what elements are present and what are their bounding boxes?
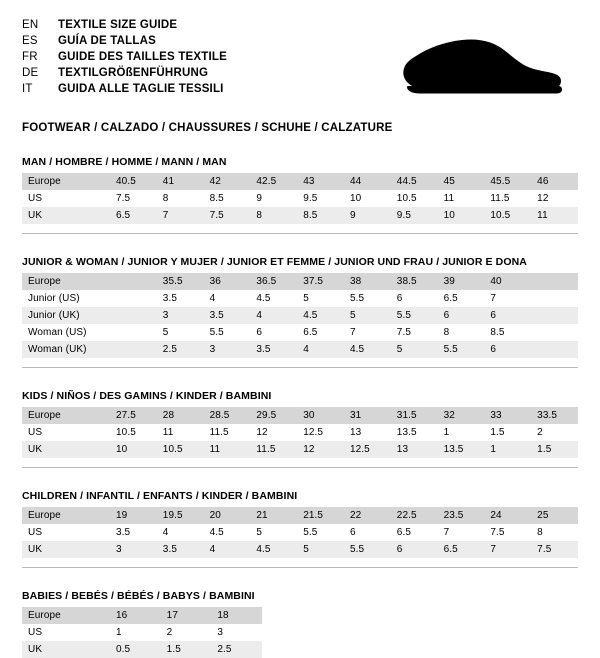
size-cell: 8 — [537, 527, 543, 538]
size-cell: 8.5 — [297, 207, 344, 224]
size-cell: 46 — [531, 173, 578, 190]
row-label: Europe — [22, 173, 110, 190]
language-title: TEXTILGRÖßENFÜHRUNG — [58, 67, 209, 79]
size-cell: 7 — [490, 293, 497, 304]
table-row — [22, 341, 578, 358]
row-label: UK — [22, 207, 110, 224]
table-row — [22, 641, 262, 658]
language-code: ES — [22, 35, 38, 47]
size-cell: 11 — [531, 207, 578, 224]
size-cell: 8 — [443, 327, 450, 338]
size-cell: 8.5 — [490, 327, 505, 338]
size-cell: 9.5 — [391, 207, 438, 224]
size-cell: 35.5 — [157, 273, 204, 290]
size-cell: 13 — [391, 441, 438, 458]
size-cell: 21.5 — [297, 507, 344, 524]
size-cell: 40.5 — [110, 173, 157, 190]
size-cell: 3 — [110, 541, 157, 558]
size-cell: 19.5 — [157, 507, 204, 524]
table-row — [22, 173, 578, 190]
size-table — [22, 173, 578, 224]
size-cell: 6 — [396, 293, 403, 304]
table-row — [22, 324, 578, 341]
size-cell: 39 — [438, 273, 485, 290]
size-cell: 10.5 — [396, 193, 417, 204]
size-cell: 10 — [438, 207, 485, 224]
size-cell: 32 — [438, 407, 485, 424]
size-table — [22, 407, 578, 458]
size-cell: 42.5 — [250, 173, 297, 190]
language-title: GUIDA ALLE TAGLIE TESSILI — [58, 83, 224, 95]
size-cell: 21 — [250, 507, 297, 524]
size-cell: 6 — [349, 527, 356, 538]
size-cell — [531, 341, 578, 358]
size-cell: 5 — [303, 293, 309, 304]
size-cell — [110, 324, 157, 341]
size-groups — [22, 156, 578, 658]
size-cell: 45 — [438, 173, 485, 190]
size-cell: 3.5 — [157, 541, 204, 558]
size-table — [22, 507, 578, 558]
size-cell: 11 — [204, 441, 251, 458]
section-divider — [22, 567, 578, 568]
size-cell: 36 — [204, 273, 251, 290]
size-cell: 38 — [344, 273, 391, 290]
size-cell: 7 — [443, 527, 450, 538]
size-cell: 13.5 — [438, 441, 485, 458]
language-row — [22, 18, 227, 33]
row-label: US — [28, 427, 43, 438]
row-label: Junior (US) — [28, 293, 80, 304]
row-label: US — [28, 193, 43, 204]
size-cell — [531, 324, 578, 341]
size-cell — [531, 290, 578, 307]
size-cell: 10 — [349, 193, 362, 204]
size-cell: 4.5 — [297, 307, 344, 324]
table-row — [22, 307, 578, 324]
size-cell: 31 — [344, 407, 391, 424]
size-cell: 6 — [484, 341, 531, 358]
size-cell: 1.5 — [161, 641, 212, 658]
language-code: EN — [22, 19, 39, 31]
size-cell: 4.5 — [256, 293, 271, 304]
size-cell: 44.5 — [391, 173, 438, 190]
table-row — [22, 290, 578, 307]
size-cell: 13 — [349, 427, 362, 438]
table-row — [22, 407, 578, 424]
size-cell: 36.5 — [250, 273, 297, 290]
size-cell: 5.5 — [303, 527, 318, 538]
size-cell: 12.5 — [303, 427, 324, 438]
size-cell: 4 — [297, 341, 344, 358]
size-cell: 6.5 — [438, 541, 485, 558]
table-row — [22, 607, 262, 624]
size-cell: 33.5 — [531, 407, 578, 424]
table-row — [22, 441, 578, 458]
size-cell: 2.5 — [157, 341, 204, 358]
size-cell: 23.5 — [438, 507, 485, 524]
dress-shoe-icon — [358, 26, 568, 106]
size-cell: 11 — [443, 193, 455, 204]
size-cell: 2 — [166, 627, 173, 638]
header — [22, 18, 578, 106]
size-cell: 4 — [250, 307, 297, 324]
size-group — [22, 156, 578, 234]
size-cell: 10.5 — [116, 427, 136, 438]
size-cell: 33 — [484, 407, 531, 424]
table-row — [22, 207, 578, 224]
size-cell: 2.5 — [211, 641, 262, 658]
size-cell: 10.5 — [157, 441, 204, 458]
size-cell — [531, 273, 578, 290]
size-cell: 7.5 — [396, 327, 411, 338]
size-cell: 12.5 — [344, 441, 391, 458]
size-cell: 22.5 — [391, 507, 438, 524]
size-cell: 19 — [110, 507, 157, 524]
size-cell — [110, 290, 157, 307]
table-row — [22, 273, 578, 290]
size-cell: 11.5 — [250, 441, 297, 458]
size-cell: 7.5 — [204, 207, 251, 224]
size-cell: 3 — [217, 627, 223, 638]
size-cell: 5 — [344, 307, 391, 324]
row-label: US — [28, 627, 43, 638]
row-label: UK — [22, 441, 110, 458]
size-cell: 10.5 — [484, 207, 531, 224]
size-cell: 7 — [484, 541, 531, 558]
size-cell: 10 — [110, 441, 157, 458]
size-cell: 3.5 — [162, 293, 177, 304]
size-cell: 11.5 — [490, 193, 510, 204]
size-cell: 12 — [537, 193, 549, 204]
size-cell: 5.5 — [349, 293, 365, 304]
size-cell: 4.5 — [209, 527, 224, 538]
size-cell: 5.5 — [438, 341, 485, 358]
language-row — [22, 66, 227, 81]
size-cell: 4 — [204, 541, 251, 558]
size-cell: 37.5 — [297, 273, 344, 290]
size-group-title: BABIES / BEBÉS / BÉBÉS / BABYS / BAMBINI — [22, 590, 255, 602]
page-title: FOOTWEAR / CALZADO / CHAUSSURES / SCHUHE / CALZATURE — [22, 122, 393, 134]
size-cell: 30 — [297, 407, 344, 424]
table-row — [22, 624, 262, 641]
size-cell — [110, 341, 157, 358]
size-group-title: CHILDREN / INFANTIL / ENFANTS / KINDER / BAMBINI — [22, 490, 298, 502]
size-cell: 5 — [297, 541, 344, 558]
size-cell: 4 — [209, 293, 216, 304]
table-row — [22, 507, 578, 524]
size-cell: 12 — [256, 427, 268, 438]
size-cell: 6 — [438, 307, 485, 324]
size-cell: 25 — [531, 507, 578, 524]
size-cell: 3 — [157, 307, 204, 324]
language-row — [22, 82, 227, 97]
size-cell: 5.5 — [344, 541, 391, 558]
size-cell: 8 — [250, 207, 297, 224]
size-cell: 3.5 — [116, 527, 131, 538]
size-group-title: JUNIOR & WOMAN / JUNIOR Y MUJER / JUNIOR ET FEMME / JUNIOR UND FRAU / JUNIOR E DONA — [22, 256, 527, 268]
size-table — [22, 607, 262, 658]
row-label: Woman (UK) — [22, 341, 110, 358]
section-divider — [22, 233, 578, 234]
size-cell: 3.5 — [204, 307, 251, 324]
size-group — [22, 256, 578, 368]
size-cell: 31.5 — [391, 407, 438, 424]
table-row — [22, 524, 578, 541]
size-cell: 28 — [157, 407, 204, 424]
row-label: Junior (UK) — [22, 307, 110, 324]
size-cell: 5 — [162, 327, 169, 338]
row-label: UK — [22, 641, 110, 658]
size-cell: 0.5 — [110, 641, 161, 658]
size-cell: 7 — [157, 207, 204, 224]
row-label: US — [28, 527, 43, 538]
size-cell: 6.5 — [443, 293, 458, 304]
size-cell: 11 — [162, 427, 174, 438]
size-cell: 22 — [344, 507, 391, 524]
language-title: GUÍA DE TALLAS — [58, 35, 156, 47]
size-cell: 6 — [391, 541, 438, 558]
size-cell: 3.5 — [250, 341, 297, 358]
size-cell: 8.5 — [209, 193, 224, 204]
size-cell: 1.5 — [531, 441, 578, 458]
size-cell: 2 — [537, 427, 543, 438]
size-cell — [531, 307, 578, 324]
language-title: TEXTILE SIZE GUIDE — [58, 19, 178, 31]
language-code: DE — [22, 67, 39, 79]
size-cell: 7 — [349, 327, 356, 338]
size-cell: 6 — [256, 327, 263, 338]
size-cell: 16 — [110, 607, 161, 624]
size-cell: 18 — [211, 607, 262, 624]
size-group — [22, 490, 578, 568]
size-table — [22, 273, 578, 358]
size-cell: 5.5 — [391, 307, 438, 324]
size-cell: 4.5 — [250, 541, 297, 558]
row-label: Europe — [22, 607, 110, 624]
row-label: Europe — [22, 273, 110, 290]
size-cell: 1 — [443, 427, 450, 438]
size-cell: 8 — [162, 193, 169, 204]
size-cell: 5 — [391, 341, 438, 358]
language-code: FR — [22, 51, 38, 63]
size-group — [22, 590, 578, 658]
language-row — [22, 34, 227, 49]
size-cell: 1 — [484, 441, 531, 458]
size-cell: 42 — [204, 173, 251, 190]
size-cell: 29.5 — [250, 407, 297, 424]
size-cell: 6.5 — [303, 327, 318, 338]
size-group-title: MAN / HOMBRE / HOMME / MANN / MAN — [22, 156, 227, 168]
table-row — [22, 541, 578, 558]
size-cell — [110, 273, 157, 290]
size-cell: 3 — [204, 341, 251, 358]
size-cell: 11.5 — [209, 427, 229, 438]
size-cell: 20 — [204, 507, 251, 524]
section-divider — [22, 367, 578, 368]
size-cell: 45.5 — [484, 173, 531, 190]
row-label: Europe — [22, 407, 110, 424]
size-cell: 28.5 — [204, 407, 251, 424]
size-cell: 9 — [344, 207, 391, 224]
row-label: Europe — [22, 507, 110, 524]
size-cell: 9 — [256, 193, 263, 204]
language-row — [22, 50, 227, 65]
table-row — [22, 424, 578, 441]
table-row — [22, 190, 578, 207]
size-cell: 6.5 — [396, 527, 411, 538]
size-cell: 13.5 — [396, 427, 417, 438]
size-cell — [110, 307, 157, 324]
size-group-title: KIDS / NIÑOS / DES GAMINS / KINDER / BAMBINI — [22, 390, 272, 402]
size-cell: 44 — [344, 173, 391, 190]
size-cell: 38.5 — [391, 273, 438, 290]
section-divider — [22, 467, 578, 468]
row-label: UK — [22, 541, 110, 558]
size-cell: 40 — [484, 273, 531, 290]
size-group — [22, 390, 578, 468]
size-cell: 5.5 — [209, 327, 224, 338]
size-cell: 4 — [162, 527, 169, 538]
size-cell: 12 — [297, 441, 344, 458]
size-cell: 6 — [484, 307, 531, 324]
size-cell: 7.5 — [490, 527, 505, 538]
size-cell: 5 — [256, 527, 263, 538]
language-title-list — [22, 18, 227, 97]
row-label: Woman (US) — [28, 327, 87, 338]
size-cell: 9.5 — [303, 193, 318, 204]
size-cell: 41 — [157, 173, 204, 190]
size-cell: 17 — [161, 607, 212, 624]
size-cell: 7.5 — [531, 541, 578, 558]
size-cell: 7.5 — [116, 193, 131, 204]
language-code: IT — [22, 83, 33, 95]
language-title: GUIDE DES TAILLES TEXTILE — [58, 51, 227, 63]
size-cell: 4.5 — [344, 341, 391, 358]
size-cell: 27.5 — [110, 407, 157, 424]
size-cell: 1.5 — [490, 427, 505, 438]
size-cell: 1 — [116, 627, 122, 638]
size-cell: 24 — [484, 507, 531, 524]
size-cell: 6.5 — [110, 207, 157, 224]
size-cell: 43 — [297, 173, 344, 190]
